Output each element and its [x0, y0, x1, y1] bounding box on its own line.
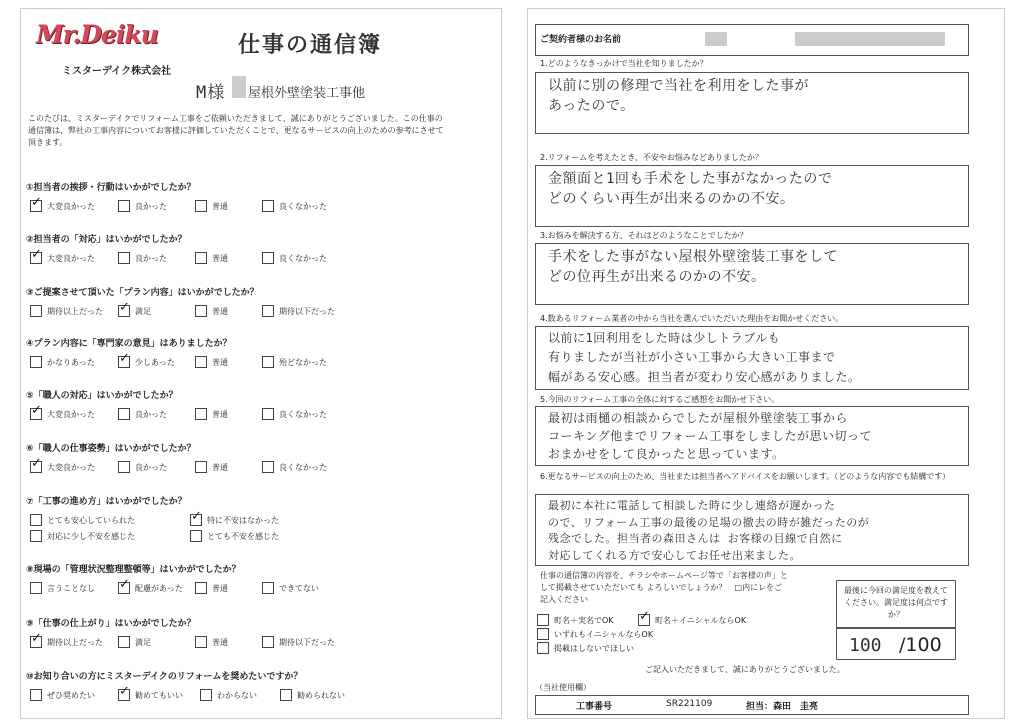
checkbox[interactable] — [262, 408, 274, 420]
question-label: ⑧現場の「管理状況整理整頓等」はいかがでしたか？ — [26, 565, 241, 575]
option[interactable] — [30, 356, 95, 368]
option[interactable] — [262, 305, 335, 317]
option[interactable] — [30, 252, 95, 264]
checkbox[interactable] — [262, 200, 274, 212]
option-label: 良くなかった — [279, 462, 327, 472]
question-label: ①担当者の挨拶・行動はいかがでしたか？ — [26, 183, 196, 193]
checkbox[interactable] — [262, 252, 274, 264]
option[interactable] — [195, 200, 228, 212]
handwritten-answer-line: 幅がある安心感。担当者が変わり安心感がありました。 — [548, 369, 861, 384]
checkbox[interactable] — [30, 582, 42, 594]
checkbox[interactable] — [537, 642, 549, 654]
option-label: 対応に少し不安を感じた — [47, 531, 135, 541]
option[interactable] — [118, 356, 175, 368]
handwritten-answer-line: コーキング他までリフォーム工事をしましたが思い切って — [548, 429, 873, 443]
option-label: 満足 — [135, 306, 151, 316]
checkbox[interactable] — [30, 461, 42, 473]
handwritten-answer-line: 手术をした事がない屋根外壁塗装工事をして — [548, 249, 838, 265]
option[interactable] — [190, 514, 279, 526]
checkbox[interactable] — [262, 356, 274, 368]
checkbox[interactable] — [262, 305, 274, 317]
option-label: 大変良かった — [47, 201, 95, 211]
checkbox[interactable] — [118, 408, 130, 420]
handwritten-answer-line: 残念でした。担当者の森田さんは お客様の目線で自然に — [548, 532, 843, 545]
option[interactable] — [262, 200, 327, 212]
option-label: 言うことなし — [47, 583, 95, 593]
checkbox[interactable] — [195, 636, 207, 648]
office-use-box — [535, 695, 969, 715]
company-logo: Mr.Deiku — [36, 20, 158, 49]
option-label: 期待以下だった — [279, 637, 335, 647]
option-label: 殆どなかった — [279, 357, 327, 367]
option-label: 大変良かった — [47, 462, 95, 472]
question-label: 6.更なるサービスの向上のため、当社または担当者へアドバイスをお願いします。（どのような内容でも結構です） — [540, 472, 951, 481]
staff-label: 担当：森田 圭亮 — [746, 702, 819, 712]
option[interactable] — [262, 461, 327, 473]
checkbox[interactable] — [195, 252, 207, 264]
checkbox[interactable] — [537, 614, 549, 626]
option[interactable] — [262, 356, 327, 368]
option[interactable] — [118, 200, 167, 212]
question-label: 4.数あるリフォーム業者の中から当社を選んでいただいた理由をお聞かせください。 — [540, 314, 844, 323]
question-label: ⑦「工事の進め方」はいかがでしたか？ — [26, 497, 187, 507]
checkbox[interactable] — [195, 200, 207, 212]
document-title: 仕事の通信簿 — [238, 33, 383, 58]
option[interactable] — [262, 408, 327, 420]
handwritten-answer-line: 以前に1回利用をした時は少しトラブルも — [548, 331, 781, 345]
checkbox[interactable] — [30, 636, 42, 648]
work-no-value: SR221109 — [666, 699, 713, 709]
checkbox[interactable] — [537, 628, 549, 640]
option-label: 町名＋実名でOK — [554, 615, 614, 625]
option[interactable] — [195, 582, 228, 594]
customer-handwriting: M様 — [196, 83, 226, 103]
option[interactable] — [30, 636, 103, 648]
option-label: 期待以上だった — [47, 306, 103, 316]
option-label: 普通 — [212, 306, 228, 316]
checkbox[interactable] — [30, 408, 42, 420]
option-label: 普通 — [212, 637, 228, 647]
thanks-text: ご記入いただきまして、誠にありがとうございました。 — [645, 665, 845, 674]
checkbox[interactable] — [195, 582, 207, 594]
option-label: 満足 — [135, 637, 151, 647]
office-use-label: （当社使用欄） — [535, 683, 591, 692]
option[interactable] — [195, 636, 228, 648]
checkbox[interactable] — [195, 356, 207, 368]
handwritten-answer-line: 有りましたが当社が小さい工事から大きい工事まで — [548, 350, 836, 365]
option[interactable] — [118, 305, 151, 317]
publish-option[interactable] — [537, 642, 634, 654]
option[interactable] — [195, 408, 228, 420]
checkbox[interactable] — [30, 356, 42, 368]
satisfaction-box — [836, 580, 956, 628]
option-label: 良かった — [135, 409, 167, 419]
handwritten-answer-line: ので、リフォーム工事の最後の足場の撤去の時が雑だったのが — [548, 515, 870, 529]
handwritten-answer-line: 以前に別の修理で当社を利用をした事が — [548, 78, 809, 94]
option[interactable] — [280, 689, 345, 701]
option-label: 普通 — [212, 357, 228, 367]
work-handwriting: 屋根外壁塗装工事他 — [248, 86, 366, 101]
redacted-name — [232, 76, 246, 98]
question-label: ⑤「職人の対応」はいかがでしたか？ — [26, 391, 178, 401]
option-label: 普通 — [212, 409, 228, 419]
option-label: 普通 — [212, 462, 228, 472]
option-label: 普通 — [212, 253, 228, 263]
option[interactable] — [118, 636, 151, 648]
option[interactable] — [118, 582, 183, 594]
checkbox[interactable] — [190, 514, 202, 526]
option-label: かなりあった — [47, 357, 95, 367]
redacted-given-name — [795, 32, 945, 46]
handwritten-answer-line: どのくらい再生が出来るのかの不安。 — [548, 191, 795, 207]
option-label: 良くなかった — [279, 201, 327, 211]
handwritten-answer-line: 対応してくれる方で安心してお任せ出来ました。 — [548, 548, 801, 562]
option[interactable] — [262, 582, 319, 594]
checkbox[interactable] — [30, 514, 42, 526]
work-no-label: 工事番号 — [576, 702, 613, 712]
option[interactable] — [118, 461, 167, 473]
option-label: わからない — [217, 690, 257, 700]
option-label: いずれもイニシャルならOK — [554, 629, 654, 639]
option-label: 良かった — [135, 201, 167, 211]
checkbox[interactable] — [30, 530, 42, 542]
question-label: 3.お悩みを解決する方、それはどのようなことでしたか？ — [540, 231, 748, 240]
checkbox[interactable] — [118, 200, 130, 212]
publish-option[interactable] — [537, 614, 614, 626]
option[interactable] — [195, 461, 228, 473]
option[interactable] — [30, 200, 95, 212]
checkbox[interactable] — [195, 461, 207, 473]
publish-text: 仕事の通信簿の内容を、チラシやホームページ等で「お客様の声」として掲載させていただいても よろしいでしょうか？ □内にレをご記入ください — [540, 571, 788, 604]
option[interactable] — [262, 252, 327, 264]
checkbox[interactable] — [280, 689, 292, 701]
checkbox[interactable] — [638, 614, 650, 626]
option[interactable] — [30, 461, 95, 473]
option[interactable] — [30, 514, 135, 526]
question-label: 5.今回のリフォーム工事の全体に対するご感想をお聞かせ下さい。 — [540, 395, 780, 404]
option-label: 普通 — [212, 201, 228, 211]
checkbox[interactable] — [118, 636, 130, 648]
question-label: ⑩お知り合いの方にミスターデイクのリフォームを奨めたいですか？ — [26, 672, 303, 682]
option[interactable] — [30, 530, 135, 542]
score-value: 100 — [849, 635, 882, 656]
question-label: ④プラン内容に「専門家の意見」はありましたか？ — [26, 339, 232, 349]
option-label: 掲載はしないでほしい — [554, 643, 634, 653]
option[interactable] — [30, 582, 95, 594]
option-label: 配慮があった — [135, 583, 183, 593]
option-label: 良かった — [135, 253, 167, 263]
publish-option[interactable] — [537, 628, 653, 640]
option-label: 町名＋イニシャルならOK — [655, 615, 747, 625]
score-box — [836, 628, 956, 660]
checkbox[interactable] — [195, 408, 207, 420]
option[interactable] — [30, 408, 95, 420]
checkbox[interactable] — [30, 689, 42, 701]
option[interactable] — [118, 252, 167, 264]
checkbox[interactable] — [30, 252, 42, 264]
checkbox[interactable] — [118, 356, 130, 368]
option[interactable] — [195, 356, 228, 368]
question-label: ⑥「職人の仕事姿勢」はいかがでしたか？ — [26, 444, 196, 454]
option[interactable] — [195, 252, 228, 264]
option-label: 大変良かった — [47, 409, 95, 419]
handwritten-answer-line: 最初は雨樋の相談からでしたが屋根外壁塗装工事から — [548, 411, 848, 425]
question-label: ③ご提案させて頂いた「プラン内容」はいかがでしたか？ — [26, 288, 259, 298]
checkbox[interactable] — [118, 461, 130, 473]
option[interactable] — [190, 530, 279, 542]
handwritten-answer-line: おまかせをして良かったと思っています。 — [548, 447, 785, 461]
option-label: とても不安を感じた — [207, 531, 279, 541]
checkbox[interactable] — [30, 200, 42, 212]
handwritten-answer-line: あったので。 — [548, 98, 635, 114]
checkbox[interactable] — [262, 582, 274, 594]
checkbox[interactable] — [30, 305, 42, 317]
score-max: /100 — [899, 634, 942, 656]
handwritten-answer-line: 最初に本社に電話して相談した時に少し連絡が遅かった — [548, 499, 836, 512]
intro-text: このたびは、ミスターデイクでリフォーム工事をご依頼いただきまして、誠にありがとうございました。この仕事の通信簿は、弊社の工事内容についてお客様に評価していただくことで、更なるサービスの向上のための参考にさせて頂きます。 — [28, 114, 444, 147]
redacted-surname — [705, 32, 727, 46]
option[interactable] — [195, 305, 228, 317]
option[interactable] — [200, 689, 257, 701]
question-label: ②担当者の「対応」はいかがでしたか？ — [26, 235, 187, 245]
option-label: 普通 — [212, 583, 228, 593]
option-label: 良かった — [135, 462, 167, 472]
checkbox[interactable] — [195, 305, 207, 317]
company-name: ミスターデイク株式会社 — [62, 66, 172, 77]
option-label: 良くなかった — [279, 409, 327, 419]
option-label: 良くなかった — [279, 253, 327, 263]
option-label: 特に不安はなかった — [207, 515, 279, 525]
option[interactable] — [30, 689, 95, 701]
publish-option[interactable] — [638, 614, 746, 626]
option[interactable] — [118, 408, 167, 420]
question-label: 1.どのようなきっかけで当社を知りましたか？ — [540, 59, 708, 68]
question-label: ⑨「仕事の仕上がり」はいかがでしたか？ — [26, 619, 196, 629]
option-label: 勧められない — [297, 690, 345, 700]
option[interactable] — [262, 636, 335, 648]
question-label: 2.リフォームを考えたとき、不安やお悩みなどありましたか？ — [540, 153, 763, 162]
option-label: 少しあった — [135, 357, 175, 367]
option-label: できてない — [279, 583, 319, 593]
checkbox[interactable] — [118, 689, 130, 701]
option-label: 期待以上だった — [47, 637, 103, 647]
handwritten-answer-line: 金額面と1回も手术をした事がなかったので — [548, 171, 833, 187]
checkbox[interactable] — [118, 252, 130, 264]
checkbox[interactable] — [262, 461, 274, 473]
checkbox[interactable] — [200, 689, 212, 701]
option-label: 期待以下だった — [279, 306, 335, 316]
option-label: ぜひ奨めたい — [47, 690, 95, 700]
option[interactable] — [30, 305, 103, 317]
handwritten-answer-line: どの位再生が出来るのかの不安。 — [548, 269, 766, 285]
checkbox[interactable] — [118, 582, 130, 594]
name-label: ご契約者様のお名前 — [540, 35, 622, 45]
option[interactable] — [118, 689, 183, 701]
option-label: とても安心していられた — [47, 515, 135, 525]
checkbox[interactable] — [118, 305, 130, 317]
option-label: 大変良かった — [47, 253, 95, 263]
checkbox[interactable] — [190, 530, 202, 542]
satisfaction-prompt: 最後に今回の満足度を教えてください。満足度は何点ですか？ — [844, 586, 948, 619]
checkbox[interactable] — [262, 636, 274, 648]
option-label: 勧めてもいい — [135, 690, 183, 700]
